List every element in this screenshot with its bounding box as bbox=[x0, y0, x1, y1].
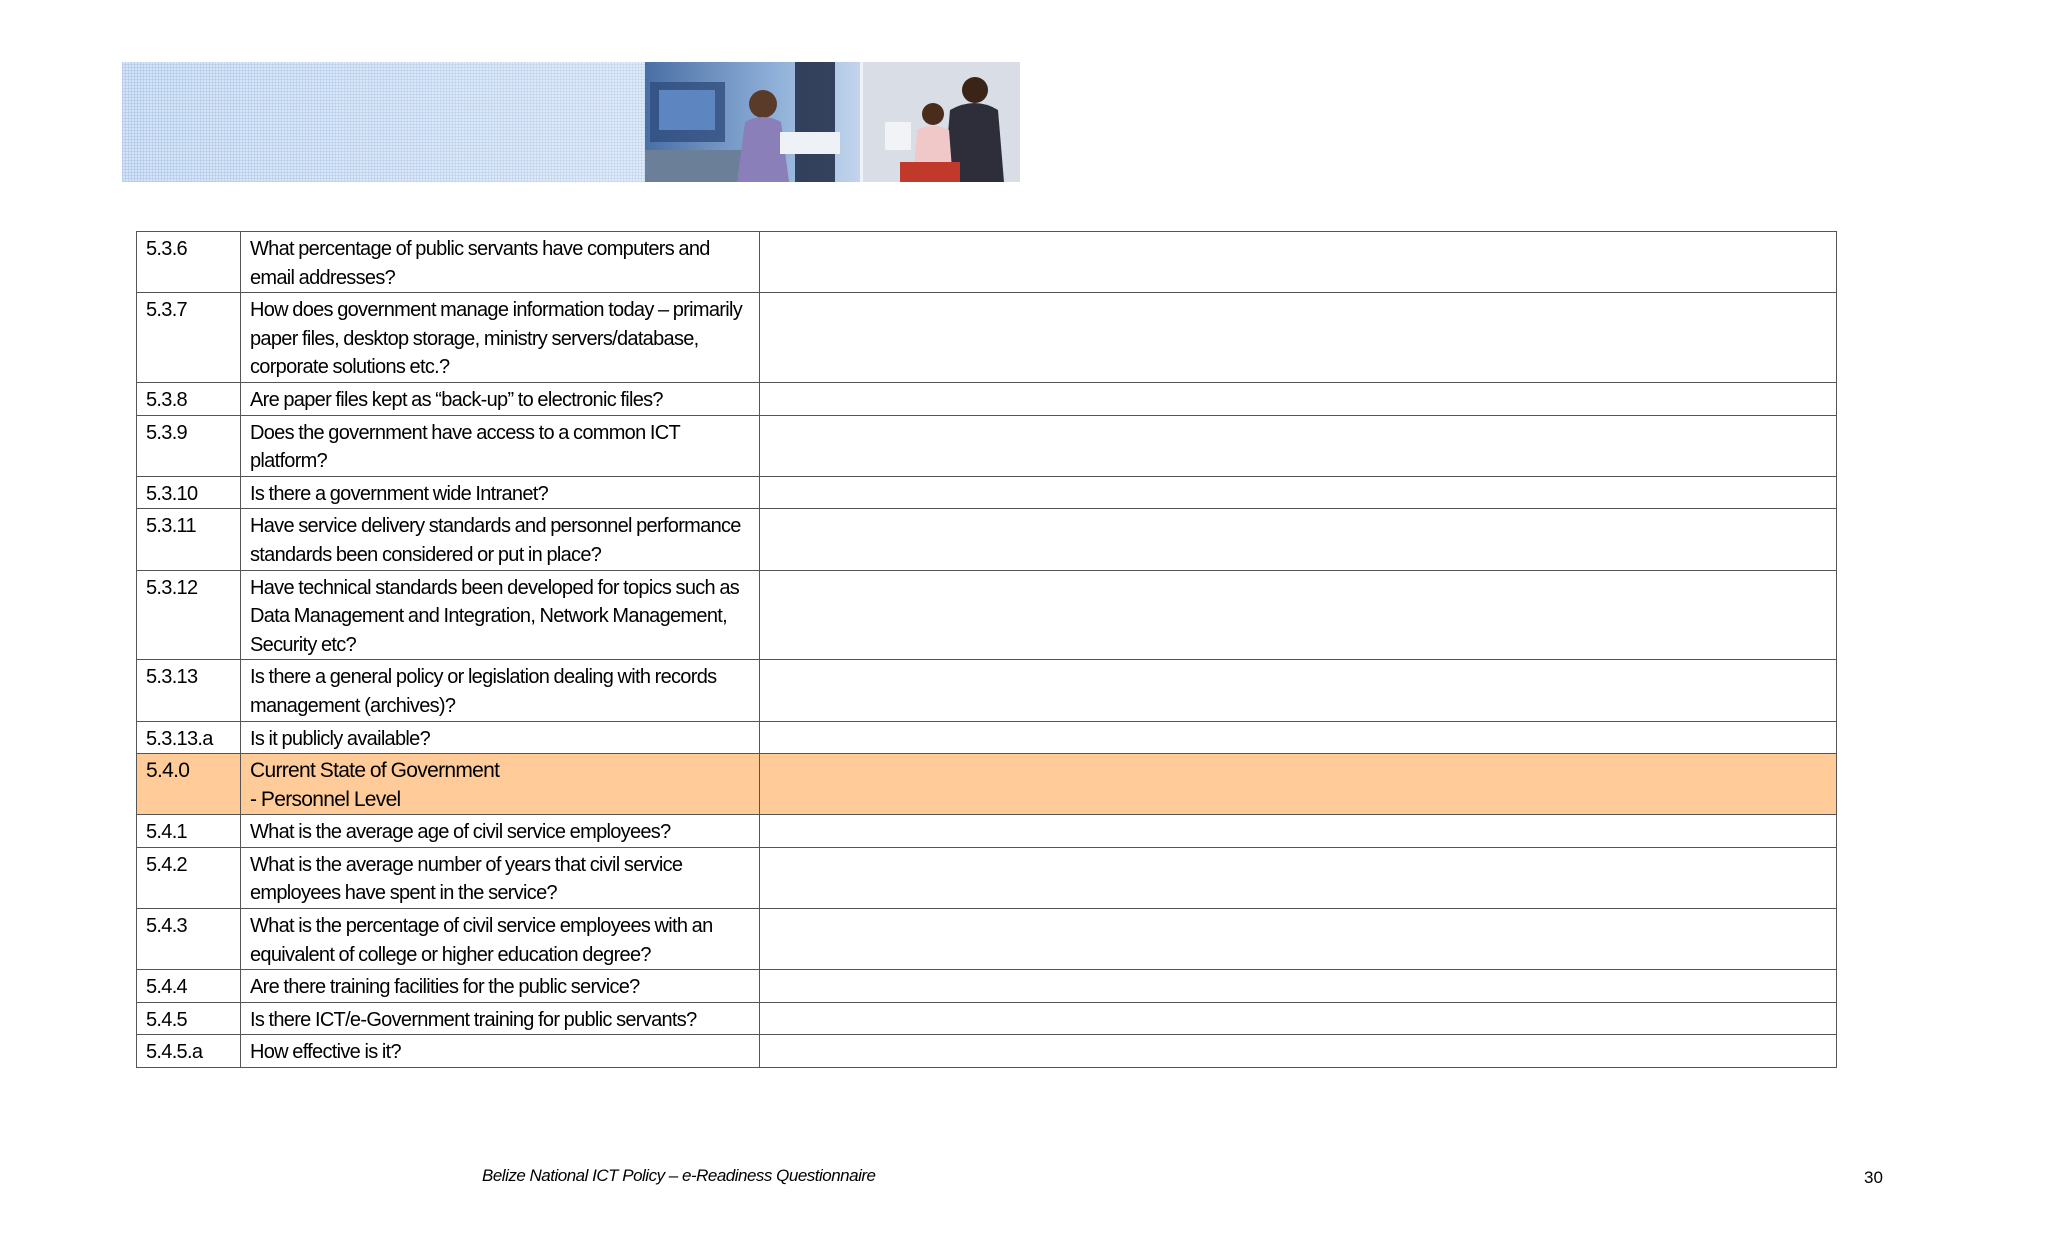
question-text: How effective is it? bbox=[241, 1035, 760, 1068]
table-row bbox=[137, 570, 1837, 660]
question-text: Are there training facilities for the public service? bbox=[241, 970, 760, 1003]
answer-cell[interactable] bbox=[760, 476, 1837, 509]
question-text: What is the percentage of civil service employees with an equivalent of college or higher education degree? bbox=[241, 909, 760, 970]
answer-cell[interactable] bbox=[760, 970, 1837, 1003]
question-number: 5.3.10 bbox=[137, 476, 241, 509]
question-text: Does the government have access to a common ICT platform? bbox=[241, 415, 760, 476]
footer-title: Belize National ICT Policy – e-Readiness Questionnaire bbox=[482, 1166, 876, 1185]
answer-cell[interactable] bbox=[760, 1035, 1837, 1068]
question-text: Is it publicly available? bbox=[241, 721, 760, 754]
question-text: Have technical standards been developed for topics such as Data Management and Integration, Network Management, Security etc? bbox=[241, 570, 760, 660]
question-number: 5.4.3 bbox=[137, 909, 241, 970]
table-row bbox=[137, 476, 1837, 509]
question-text: What is the average age of civil service employees? bbox=[241, 815, 760, 848]
answer-cell[interactable] bbox=[760, 509, 1837, 570]
answer-cell[interactable] bbox=[760, 660, 1837, 721]
table-row bbox=[137, 970, 1837, 1003]
table-row bbox=[137, 293, 1837, 383]
answer-cell[interactable] bbox=[760, 754, 1837, 815]
question-text: What percentage of public servants have computers and email addresses? bbox=[241, 232, 760, 293]
question-text: Have service delivery standards and personnel performance standards been considered or put in place? bbox=[241, 509, 760, 570]
question-text: How does government manage information today – primarily paper files, desktop storage, ministry servers/database, corporate solutions etc.? bbox=[241, 293, 760, 383]
question-number: 5.3.6 bbox=[137, 232, 241, 293]
question-number: 5.4.2 bbox=[137, 847, 241, 908]
page-number: 30 bbox=[1864, 1168, 1883, 1187]
answer-cell[interactable] bbox=[760, 570, 1837, 660]
header-banner bbox=[122, 62, 1020, 182]
table-row bbox=[137, 721, 1837, 754]
answer-cell[interactable] bbox=[760, 815, 1837, 848]
section-title: Current State of Government - Personnel Level bbox=[241, 754, 760, 815]
banner-pattern bbox=[122, 62, 645, 182]
people-at-computers-photo bbox=[645, 62, 1020, 182]
question-text: Is there a general policy or legislation dealing with records management (archives)? bbox=[241, 660, 760, 721]
question-number: 5.3.8 bbox=[137, 382, 241, 415]
question-text: Is there ICT/e-Government training for public servants? bbox=[241, 1002, 760, 1035]
question-text: What is the average number of years that civil service employees have spent in the service? bbox=[241, 847, 760, 908]
question-number: 5.3.13.a bbox=[137, 721, 241, 754]
answer-cell[interactable] bbox=[760, 415, 1837, 476]
table-row bbox=[137, 847, 1837, 908]
question-number: 5.3.7 bbox=[137, 293, 241, 383]
question-number: 5.3.11 bbox=[137, 509, 241, 570]
section-header-row bbox=[137, 754, 1837, 815]
table-row bbox=[137, 382, 1837, 415]
table-row bbox=[137, 509, 1837, 570]
table-row bbox=[137, 660, 1837, 721]
answer-cell[interactable] bbox=[760, 847, 1837, 908]
answer-cell[interactable] bbox=[760, 232, 1837, 293]
question-number: 5.4.5 bbox=[137, 1002, 241, 1035]
questionnaire-table bbox=[136, 231, 1837, 1068]
question-number: 5.4.4 bbox=[137, 970, 241, 1003]
answer-cell[interactable] bbox=[760, 382, 1837, 415]
question-number: 5.3.12 bbox=[137, 570, 241, 660]
table-row bbox=[137, 1002, 1837, 1035]
answer-cell[interactable] bbox=[760, 721, 1837, 754]
questionnaire-table-body bbox=[137, 232, 1837, 1068]
answer-cell[interactable] bbox=[760, 909, 1837, 970]
answer-cell[interactable] bbox=[760, 293, 1837, 383]
question-number: 5.4.5.a bbox=[137, 1035, 241, 1068]
question-number: 5.3.9 bbox=[137, 415, 241, 476]
table-row bbox=[137, 1035, 1837, 1068]
table-row bbox=[137, 815, 1837, 848]
question-text: Are paper files kept as “back-up” to electronic files? bbox=[241, 382, 760, 415]
question-number: 5.4.0 bbox=[137, 754, 241, 815]
answer-cell[interactable] bbox=[760, 1002, 1837, 1035]
question-text: Is there a government wide Intranet? bbox=[241, 476, 760, 509]
table-row bbox=[137, 232, 1837, 293]
table-row bbox=[137, 415, 1837, 476]
question-number: 5.4.1 bbox=[137, 815, 241, 848]
table-row bbox=[137, 909, 1837, 970]
question-number: 5.3.13 bbox=[137, 660, 241, 721]
